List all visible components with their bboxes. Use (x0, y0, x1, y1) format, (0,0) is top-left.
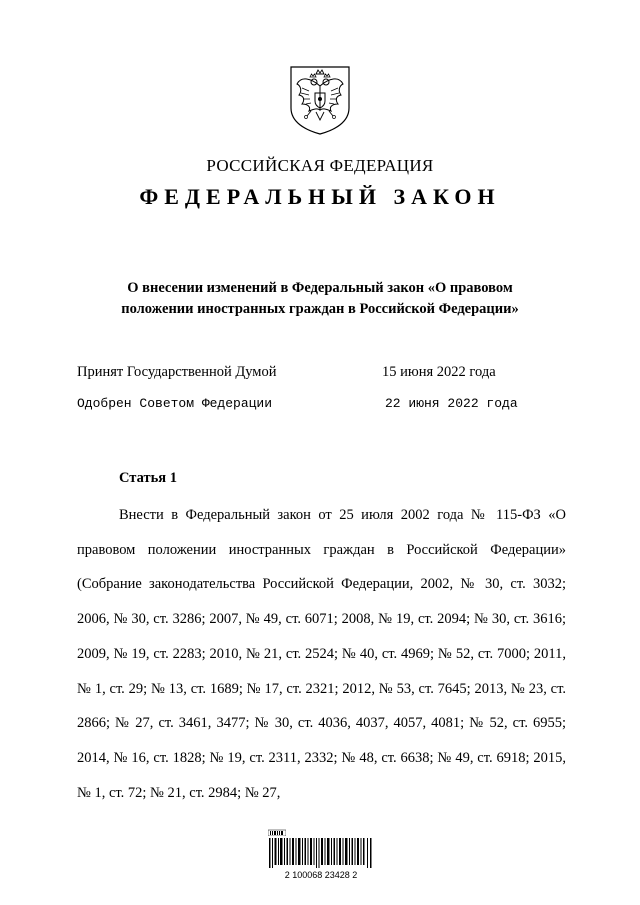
article-body-text: Внести в Федеральный закон от 25 июля 2002 года № 115-ФЗ «О правовом положении иностранных граждан в Российской Федерации» (Собрание законодательства Российской Федерации, 2002, № 30, ст. 3032; 2006, № 30, ст. 3286; 2007, № 49, ст. 6071; 2008, № 19, ст. 2094; № 30, ст. 3616; 2009, № 19, ст. 2283; 2010, № 21, ст. 2524; № 40, ст. 4969; № 52, ст. 7000; 2011, № 1, ст. 29; № 13, ст. 1689; № 17, ст. 2321; 2012, № 53, ст. 7645; 2013, № 23, ст. 2866; № 27, ст. 3461, 3477; № 30, ст. 4036, 4037, 4057, 4081; № 52, ст. 6955; 2014, № 16, ст. 1828; № 19, ст. 2311, 2332; № 48, ст. 6638; № 49, ст. 6918; 2015, № 1, ст. 72; № 21, ст. 2984; № 27, (77, 507, 566, 801)
duma-date: 15 июня 2022 года (382, 364, 496, 380)
barcode (262, 826, 380, 886)
law-title (60, 278, 580, 320)
state-emblem-icon (287, 64, 353, 136)
small-barcode-icon (268, 826, 286, 836)
country-heading: РОССИЙСКАЯ ФЕДЕРАЦИЯ (206, 156, 434, 175)
barcode-bars (269, 838, 373, 868)
duma-label: Принят Государственной Думой (77, 364, 277, 380)
council-label: Одобрен Советом Федерации (77, 396, 273, 411)
document-type-heading: ФЕДЕРАЛЬНЫЙ ЗАКОН (139, 184, 501, 209)
law-title-line: О внесении изменений в Федеральный закон «О правовом (127, 280, 513, 296)
article-heading: Статья 1 (119, 470, 177, 486)
barcode-number: 2 100068 23428 2 (284, 870, 358, 880)
law-title-line: положении иностранных граждан в Российской Федерации» (121, 301, 519, 317)
council-date: 22 июня 2022 года (385, 396, 518, 411)
